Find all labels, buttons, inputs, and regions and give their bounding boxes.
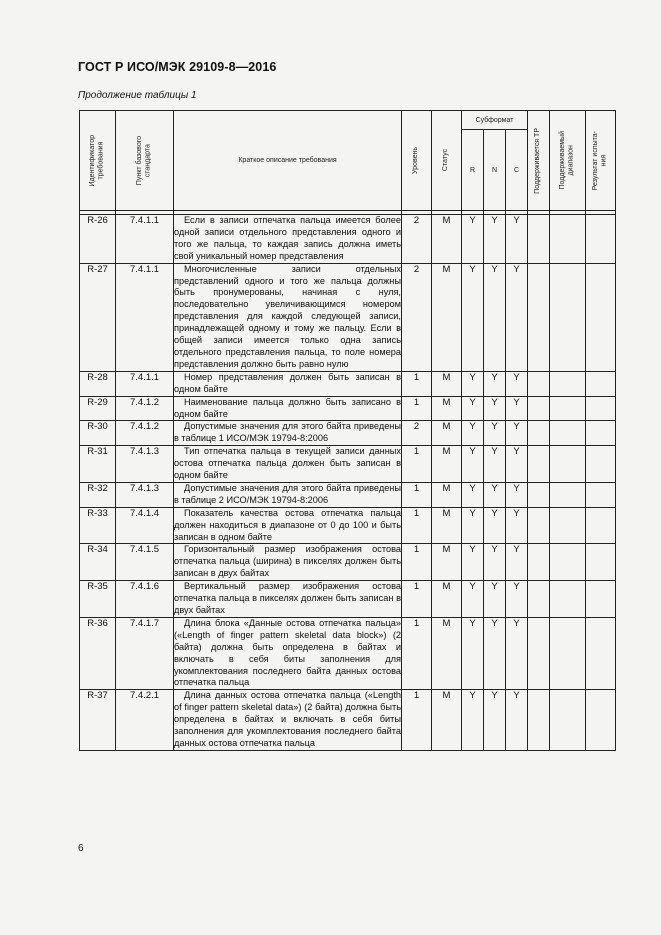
subformat-c-value: Y: [506, 690, 528, 751]
status-value: M: [432, 507, 462, 544]
level-value: 2: [402, 421, 432, 446]
supported-tp-cell: [528, 482, 550, 507]
table-row: [80, 421, 616, 446]
supported-range-cell: [550, 396, 586, 421]
supported-tp-cell: [528, 421, 550, 446]
table-row: [80, 396, 616, 421]
subformat-r-value: Y: [462, 215, 484, 264]
test-result-cell: [586, 544, 616, 581]
clause-number: 7.4.1.2: [116, 421, 174, 446]
subformat-c-value: Y: [506, 581, 528, 618]
test-result-cell: [586, 507, 616, 544]
supported-tp-cell: [528, 446, 550, 483]
table-row: [80, 446, 616, 483]
subformat-n-value: Y: [484, 544, 506, 581]
supported-tp-cell: [528, 581, 550, 618]
supported-tp-cell: [528, 215, 550, 264]
test-result-cell: [586, 581, 616, 618]
supported-tp-cell: [528, 396, 550, 421]
header-requirement-id: Идентификатор требования: [80, 111, 116, 211]
supported-tp-cell: [528, 263, 550, 371]
supported-range-cell: [550, 581, 586, 618]
subformat-c-value: Y: [506, 263, 528, 371]
subformat-c-value: Y: [506, 421, 528, 446]
level-value: 1: [402, 690, 432, 751]
subformat-r-value: Y: [462, 690, 484, 751]
test-result-cell: [586, 371, 616, 396]
subformat-n-value: Y: [484, 617, 506, 689]
requirement-id: R-34: [80, 544, 116, 581]
requirement-id: R-31: [80, 446, 116, 483]
supported-tp-cell: [528, 690, 550, 751]
requirement-id: R-37: [80, 690, 116, 751]
supported-range-cell: [550, 446, 586, 483]
level-value: 2: [402, 215, 432, 264]
subformat-r-value: Y: [462, 263, 484, 371]
table-row: [80, 690, 616, 751]
clause-number: 7.4.1.3: [116, 482, 174, 507]
status-value: M: [432, 263, 462, 371]
supported-tp-cell: [528, 371, 550, 396]
header-supported-range: Поддерживаемый диапазон: [550, 111, 586, 211]
table-row: [80, 482, 616, 507]
status-value: M: [432, 371, 462, 396]
status-value: M: [432, 690, 462, 751]
requirement-text: Длина блока «Данные остова отпечатка пальца» («Length of finger pattern skeletal data block») (2 байта) должна быть определена в байтах и включать в себя биты заполнения для укомплектования последнего байта данных остова отпечатка пальца: [174, 617, 402, 689]
clause-number: 7.4.1.6: [116, 581, 174, 618]
requirement-id: R-27: [80, 263, 116, 371]
subformat-c-value: Y: [506, 396, 528, 421]
subformat-r-value: Y: [462, 396, 484, 421]
table-row: [80, 507, 616, 544]
requirement-text: Наименование пальца должно быть записано в одном байте: [174, 396, 402, 421]
requirement-text: Вертикальный размер изображения остова отпечатка пальца в пикселях должен быть записан в двух байтах: [174, 581, 402, 618]
subformat-r-value: Y: [462, 581, 484, 618]
supported-range-cell: [550, 215, 586, 264]
status-value: M: [432, 617, 462, 689]
table-row: [80, 581, 616, 618]
status-value: M: [432, 215, 462, 264]
table-row: [80, 371, 616, 396]
status-value: M: [432, 544, 462, 581]
requirement-id: R-30: [80, 421, 116, 446]
status-value: M: [432, 396, 462, 421]
requirement-text: Допустимые значения для этого байта приведены в таблице 2 ИСО/МЭК 19794-8:2006: [174, 482, 402, 507]
clause-number: 7.4.1.2: [116, 396, 174, 421]
requirement-id: R-35: [80, 581, 116, 618]
supported-range-cell: [550, 263, 586, 371]
subformat-r-value: Y: [462, 507, 484, 544]
requirement-id: R-33: [80, 507, 116, 544]
subformat-r-value: Y: [462, 446, 484, 483]
header-subformat-r: R: [462, 130, 484, 211]
subformat-r-value: Y: [462, 421, 484, 446]
level-value: 1: [402, 482, 432, 507]
subformat-r-value: Y: [462, 617, 484, 689]
supported-range-cell: [550, 482, 586, 507]
subformat-n-value: Y: [484, 396, 506, 421]
subformat-c-value: Y: [506, 371, 528, 396]
table-row: [80, 263, 616, 371]
subformat-n-value: Y: [484, 371, 506, 396]
subformat-r-value: Y: [462, 371, 484, 396]
subformat-n-value: Y: [484, 421, 506, 446]
supported-range-cell: [550, 371, 586, 396]
subformat-c-value: Y: [506, 544, 528, 581]
table-row: [80, 215, 616, 264]
level-value: 1: [402, 544, 432, 581]
supported-tp-cell: [528, 617, 550, 689]
level-value: 1: [402, 617, 432, 689]
clause-number: 7.4.1.7: [116, 617, 174, 689]
test-result-cell: [586, 396, 616, 421]
subformat-c-value: Y: [506, 507, 528, 544]
table-row: [80, 544, 616, 581]
requirement-text: Тип отпечатка пальца в текущей записи данных остова отпечатка пальца должен быть записан в одном байте: [174, 446, 402, 483]
subformat-n-value: Y: [484, 690, 506, 751]
supported-tp-cell: [528, 507, 550, 544]
subformat-c-value: Y: [506, 482, 528, 507]
subformat-c-value: Y: [506, 446, 528, 483]
clause-number: 7.4.1.1: [116, 371, 174, 396]
subformat-n-value: Y: [484, 507, 506, 544]
requirement-id: R-28: [80, 371, 116, 396]
subformat-n-value: Y: [484, 263, 506, 371]
supported-range-cell: [550, 690, 586, 751]
status-value: M: [432, 482, 462, 507]
subformat-n-value: Y: [484, 581, 506, 618]
requirement-id: R-32: [80, 482, 116, 507]
test-result-cell: [586, 263, 616, 371]
header-subformat-n: N: [484, 130, 506, 211]
header-base-standard-clause: Пункт базового стандарта: [116, 111, 174, 211]
subformat-r-value: Y: [462, 544, 484, 581]
supported-range-cell: [550, 507, 586, 544]
test-result-cell: [586, 446, 616, 483]
level-value: 1: [402, 507, 432, 544]
table-row: [80, 617, 616, 689]
test-result-cell: [586, 690, 616, 751]
table-continuation-caption: Продолжение таблицы 1: [78, 90, 197, 101]
header-subformat: Субформат: [462, 111, 528, 130]
status-value: M: [432, 581, 462, 618]
header-test-result: Результат испыта- ния: [586, 111, 616, 211]
page-number: 6: [78, 843, 84, 854]
status-value: M: [432, 446, 462, 483]
clause-number: 7.4.1.3: [116, 446, 174, 483]
clause-number: 7.4.1.4: [116, 507, 174, 544]
requirement-text: Номер представления должен быть записан в одном байте: [174, 371, 402, 396]
status-value: M: [432, 421, 462, 446]
subformat-n-value: Y: [484, 482, 506, 507]
test-result-cell: [586, 617, 616, 689]
test-result-cell: [586, 482, 616, 507]
requirement-id: R-36: [80, 617, 116, 689]
header-requirement-description: Краткое описание требования: [174, 111, 402, 211]
supported-range-cell: [550, 544, 586, 581]
subformat-n-value: Y: [484, 215, 506, 264]
document-title: ГОСТ Р ИСО/МЭК 29109-8—2016: [78, 60, 277, 74]
subformat-r-value: Y: [462, 482, 484, 507]
test-result-cell: [586, 215, 616, 264]
requirement-text: Допустимые значения для этого байта приведены в таблице 1 ИСО/МЭК 19794-8:2006: [174, 421, 402, 446]
level-value: 1: [402, 446, 432, 483]
clause-number: 7.4.1.1: [116, 215, 174, 264]
requirements-table: [79, 110, 616, 751]
subformat-n-value: Y: [484, 446, 506, 483]
requirement-text: Если в записи отпечатка пальца имеется более одной записи отдельного представления одного и того же пальца, то каждая запись должна иметь свой уникальный номер представления: [174, 215, 402, 264]
test-result-cell: [586, 421, 616, 446]
level-value: 1: [402, 396, 432, 421]
requirement-id: R-29: [80, 396, 116, 421]
level-value: 2: [402, 263, 432, 371]
subformat-c-value: Y: [506, 215, 528, 264]
level-value: 1: [402, 371, 432, 396]
clause-number: 7.4.1.5: [116, 544, 174, 581]
clause-number: 7.4.2.1: [116, 690, 174, 751]
header-supported-tp: Поддерживается ТР: [528, 111, 550, 211]
supported-tp-cell: [528, 544, 550, 581]
supported-range-cell: [550, 617, 586, 689]
requirement-id: R-26: [80, 215, 116, 264]
requirement-text: Длина данных остова отпечатка пальца («Length of finger pattern skeletal data») (2 байта) должна быть определена в байтах и включать в себя биты заполнения для укомплектования последнего байта данных остова отпечатка пальца: [174, 690, 402, 751]
clause-number: 7.4.1.1: [116, 263, 174, 371]
header-level: Уровень: [402, 111, 432, 211]
requirement-text: Горизонтальный размер изображения остова отпечатка пальца (ширина) в пикселях должен быть записан в двух байтах: [174, 544, 402, 581]
header-status: Статус: [432, 111, 462, 211]
level-value: 1: [402, 581, 432, 618]
requirement-text: Показатель качества остова отпечатка пальца должен находиться в диапазоне от 0 до 100 и быть записан в одном байте: [174, 507, 402, 544]
header-subformat-c: C: [506, 130, 528, 211]
supported-range-cell: [550, 421, 586, 446]
requirement-text: Многочисленные записи отдельных представлений одного и того же пальца должны быть пронумерованы, начиная с нуля, последовательно увеличивающимся номером представления для каждой следующей записи, принадлежащей одному и тому же пальцу. Если в общей записи имеется только одна запись отдельного представления пальца, то поле номера представления должно быть равно нулю: [174, 263, 402, 371]
subformat-c-value: Y: [506, 617, 528, 689]
